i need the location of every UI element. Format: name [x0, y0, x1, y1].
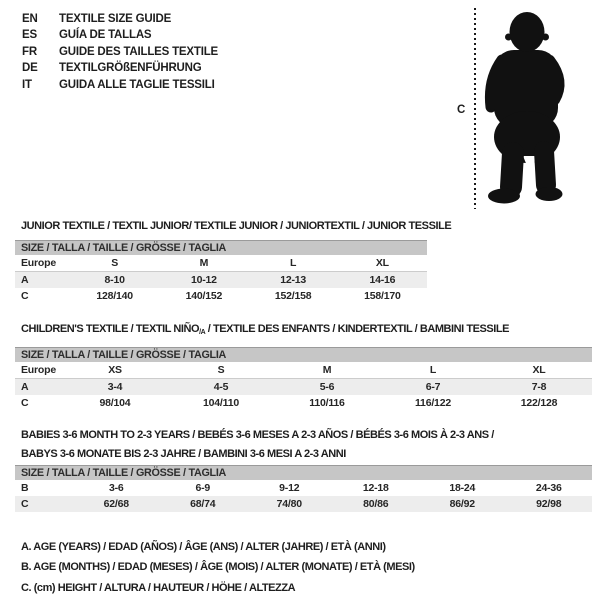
table-cell: 9-12	[279, 482, 300, 494]
language-code: DE	[22, 62, 38, 75]
junior-table-title	[21, 217, 451, 236]
table-cell: 7-8	[486, 379, 592, 396]
row-label: A	[15, 379, 62, 396]
baby-silhouette-image	[480, 6, 572, 206]
row-label: C	[21, 290, 29, 302]
baby-leg-left	[511, 153, 513, 187]
row-label: Europe	[15, 255, 70, 272]
size-table	[15, 465, 592, 512]
language-title: GUÍA DE TALLAS	[59, 29, 152, 42]
row-label: A	[15, 272, 70, 289]
children-size-table	[15, 347, 592, 411]
table-cell: 3-4	[62, 379, 168, 396]
language-guide-row	[22, 29, 218, 45]
table-band-row	[15, 241, 427, 256]
baby-head	[510, 12, 545, 52]
table-cell: 98/104	[99, 397, 131, 409]
table-cell: XL	[338, 255, 427, 272]
language-title: GUIDA ALLE TAGLIE TESSILI	[59, 78, 215, 91]
row-label: B	[21, 482, 29, 494]
table-band-row	[15, 348, 592, 363]
table-row	[15, 480, 592, 496]
table-cell: 3-6	[108, 482, 124, 494]
table-cell: 74/80	[246, 496, 333, 512]
table-title-line: CHILDREN'S TEXTILE / TEXTIL $NIÑO_{/A}$ / TEXTILE DES ENFANTS / KINDERTEXTIL / BAMBINI TESSILE	[21, 323, 510, 336]
table-band-header: SIZE / TALLA / TAILLE / GRÖSSE / TAGLIA	[15, 241, 427, 256]
babies-size-table	[15, 465, 592, 512]
row-label: Europe	[15, 362, 62, 379]
height-dotted-line	[474, 8, 476, 209]
language-guide-row	[22, 79, 218, 95]
row-label: C	[15, 496, 73, 512]
language-code: FR	[22, 45, 37, 58]
baby-leg-right	[544, 151, 546, 185]
table-cell: 4-5	[168, 379, 274, 396]
table-cell: M	[159, 255, 248, 272]
table-row	[15, 362, 592, 379]
table-cell: L	[249, 255, 338, 272]
table-cell: 140/152	[185, 290, 223, 302]
table-cell: 80/86	[333, 496, 420, 512]
table-cell: 152/158	[274, 290, 312, 302]
language-title: TEXTILGRÖßENFÜHRUNG	[59, 62, 202, 75]
footnote-line: C. (cm) HEIGHT / ALTURA / HAUTEUR / HÖHE / ALTEZZA	[21, 581, 296, 594]
table-title-line: BABIES 3-6 MONTH TO 2-3 YEARS / BEBÉS 3-6 MESES A 2-3 AÑOS / BÉBÉS 3-6 MOIS À 2-3 ANS /	[21, 429, 494, 441]
language-title: GUIDE DES TAILLES TEXTILE	[59, 45, 218, 58]
language-guide-row	[22, 13, 218, 29]
table-band-row	[15, 466, 592, 481]
table-cell: 24-36	[535, 482, 562, 494]
table-row	[15, 395, 592, 411]
table-cell: 86/92	[419, 496, 506, 512]
table-cell: 6-9	[195, 482, 211, 494]
table-cell: L	[380, 362, 486, 379]
table-row	[15, 272, 427, 289]
size-table	[15, 240, 427, 304]
table-cell: 12-18	[362, 482, 389, 494]
language-code: EN	[22, 13, 38, 25]
table-cell: XS	[62, 362, 168, 379]
table-row	[15, 255, 427, 272]
table-cell: M	[274, 362, 380, 379]
table-cell: 8-10	[70, 272, 159, 289]
footnote-line: B. AGE (MONTHS) / EDAD (MESES) / ÂGE (MOIS) / ALTER (MONATE) / ETÀ (MESI)	[21, 561, 415, 574]
baby-foot-right	[536, 187, 563, 201]
table-row	[15, 288, 427, 304]
table-cell: S	[168, 362, 274, 379]
table-cell: 5-6	[274, 379, 380, 396]
footnote-line: A. AGE (YEARS) / EDAD (AÑOS) / ÂGE (ANS) / ALTER (JAHRE) / ETÀ (ANNI)	[21, 541, 386, 553]
children-table-title	[21, 320, 509, 342]
table-title-line: BABYS 3-6 MONATE BIS 2-3 JAHRE / BAMBINI 3-6 MESI A 2-3 ANNI	[21, 448, 346, 460]
junior-size-table	[15, 240, 427, 304]
table-cell: 62/68	[73, 496, 160, 512]
table-row	[15, 379, 592, 396]
table-cell: S	[70, 255, 159, 272]
table-band-header: SIZE / TALLA / TAILLE / GRÖSSE / TAGLIA	[15, 348, 592, 363]
language-title: TEXTILE SIZE GUIDE	[59, 13, 172, 25]
language-guide-list	[22, 13, 218, 95]
babies-table-title	[21, 426, 494, 464]
table-cell: 10-12	[159, 272, 248, 289]
table-cell: 128/140	[96, 290, 133, 302]
table-cell: 110/116	[309, 397, 345, 409]
table-band-header: SIZE / TALLA / TAILLE / GRÖSSE / TAGLIA	[15, 466, 592, 481]
table-row	[15, 496, 592, 512]
table-cell: 6-7	[380, 379, 486, 396]
table-cell: 122/128	[520, 397, 558, 409]
size-table	[15, 347, 592, 411]
row-label: C	[21, 397, 29, 409]
baby-foot-left	[488, 189, 520, 204]
table-cell: 104/110	[203, 397, 239, 409]
table-cell: 18-24	[449, 482, 476, 494]
table-cell: 12-13	[249, 272, 338, 289]
table-cell: 116/122	[415, 397, 451, 409]
language-guide-row	[22, 46, 218, 62]
table-cell: 92/98	[506, 496, 593, 512]
language-code: ES	[22, 29, 37, 42]
table-cell: 14-16	[338, 272, 427, 289]
table-cell: 68/74	[160, 496, 247, 512]
footnotes-list	[21, 537, 415, 598]
figure-height-label: C	[457, 104, 466, 116]
language-code: IT	[22, 78, 32, 91]
table-cell: 158/170	[364, 290, 401, 302]
language-guide-row	[22, 62, 218, 78]
table-title-line: JUNIOR TEXTILE / TEXTIL JUNIOR/ TEXTILE JUNIOR / JUNIORTEXTIL / JUNIOR TESSILE	[21, 220, 452, 232]
table-cell: XL	[486, 362, 592, 379]
